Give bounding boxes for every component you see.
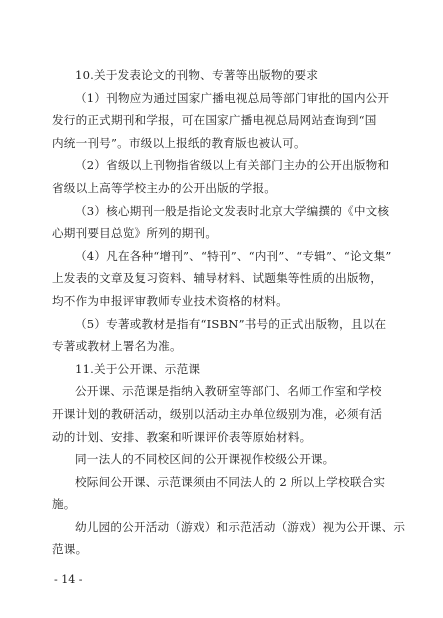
text-line: 均不作为申报评审教师专业技术资格的材料。 [52, 293, 288, 308]
page-number: - 14 - [54, 573, 83, 586]
text-line: （4）凡在各种“增刊”、“特刊”、“内刊”、“专辑”、“论文集” [75, 248, 392, 263]
paragraph-10-3 [52, 200, 390, 245]
text-line: 校际间公开课、示范课须由不同法人的 2 所以上学校联合实 [75, 474, 386, 489]
section-heading-10: 10.关于发表论文的刊物、专著等出版物的要求 [75, 68, 319, 82]
section-heading-11: 11.关于公开课、示范课 [75, 361, 201, 376]
text-line: （2）省级以上刊物指省级以上有关部门主办的公开出版物和 [75, 158, 390, 173]
text-line: 幼儿园的公开活动（游戏）和示范活动（游戏）视为公开课、示 [75, 519, 406, 534]
paragraph-11-3 [52, 471, 387, 516]
text-line: 开课计划的教研活动，级别以活动主办单位级别为准，必须有活 [52, 406, 383, 421]
paragraph-11-4 [52, 516, 406, 561]
paragraph-10-1 [52, 87, 390, 155]
paragraph-11-2 [52, 448, 387, 471]
text-line: 专著或教材上署名为准。 [52, 339, 182, 354]
page-content [52, 64, 406, 561]
text-line: （3）核心期刊一般是指论文发表时北京大学编撰的《中文核 [75, 203, 390, 218]
text-line: （1）刊物应为通过国家广播电视总局等部门审批的国内公开 [75, 90, 390, 105]
text-line: 动的计划、安排、教案和听课评价表等原始材料。 [52, 429, 312, 444]
text-line: 施。 [52, 497, 76, 512]
text-line: 同一法人的不同校区间的公开课视作校级公开课。 [75, 452, 335, 467]
text-line: 公开课、示范课是指纳入教研室等部门、名师工作室和学校 [75, 384, 382, 399]
text-line: 内统一刊号”。市级以上报纸的教育版也被认可。 [52, 135, 306, 150]
paragraph-10-4 [52, 245, 392, 313]
text-line: 范课。 [52, 542, 88, 557]
text-line: 省级以上高等学校主办的公开出版的学报。 [52, 180, 277, 195]
paragraph-10-5 [52, 313, 387, 358]
text-line: 心期刊要目总览》所列的期刊。 [52, 226, 218, 241]
text-line: （5）专著或教材是指有“ISBN”书号的正式出版物，且以在 [75, 316, 387, 331]
text-line: 发行的正式期刊和学报，可在国家广播电视总局网站查询到“国 [52, 113, 377, 128]
paragraph-10-2 [52, 154, 390, 199]
text-line: 上发表的文章及复习资料、辅导材料、试题集等性质的出版物， [52, 271, 383, 286]
paragraph-11-1 [52, 380, 387, 448]
